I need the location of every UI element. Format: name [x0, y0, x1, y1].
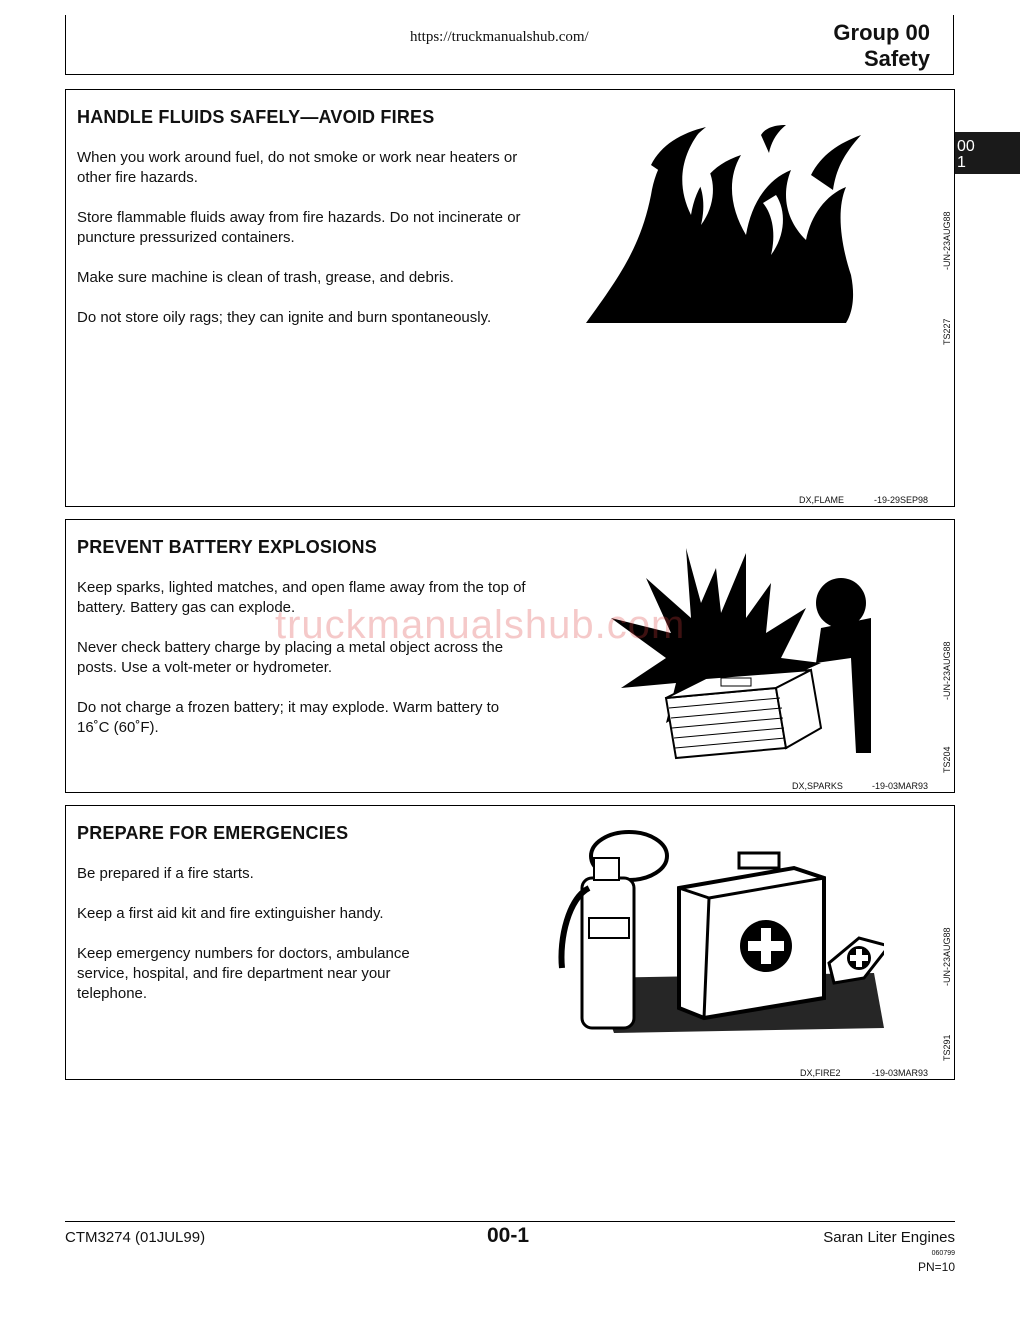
- illustration-code: -UN-23AUG88: [942, 927, 952, 986]
- illustration-number: TS291: [942, 1034, 952, 1061]
- group-title: Safety: [863, 46, 930, 71]
- reference-code: DX,FIRE2: [800, 1068, 841, 1078]
- paragraph: Keep emergency numbers for doctors, ambulance service, hospital, and fire department near your telephone.: [77, 945, 410, 1002]
- section-title: HANDLE FLUIDS SAFELY—AVOID FIRES: [77, 107, 435, 127]
- illustration-number: TS204: [942, 746, 952, 773]
- flame-icon: [581, 125, 881, 325]
- paragraph: Do not store oily rags; they can ignite and burn spontaneously.: [77, 309, 492, 326]
- paragraph: Never check battery charge by placing a metal object across the posts. Use a volt-meter or hydrometer.: [77, 639, 504, 676]
- reference-date: -19-29SEP98: [874, 495, 929, 505]
- group-label: Group 00: [833, 20, 930, 45]
- footer-divider: [65, 1221, 955, 1222]
- section-fluids: [65, 89, 955, 507]
- engine-name: Saran Liter Engines: [823, 1229, 955, 1246]
- source-url[interactable]: https://truckmanualshub.com/: [410, 29, 589, 45]
- reference-date: -19-03MAR93: [872, 781, 929, 791]
- section-tab: [955, 132, 1020, 174]
- explosion-icon: [606, 548, 876, 768]
- page-number: 00-1: [487, 1224, 530, 1247]
- paragraph: Keep sparks, lighted matches, and open flame away from the top of battery. Battery gas can explode.: [77, 579, 526, 616]
- first-aid-kit-icon: [554, 828, 884, 1033]
- reference-code: DX,FLAME: [799, 495, 845, 505]
- section-battery: [65, 519, 955, 793]
- pn-number: PN=10: [917, 1260, 955, 1274]
- paragraph: Do not charge a frozen battery; it may explode. Warm battery to 16˚C (60˚F).: [77, 699, 500, 736]
- section-emergencies: [65, 805, 955, 1080]
- illustration-code: -UN-23AUG88: [942, 211, 952, 270]
- paragraph: Store flammable fluids away from fire hazards. Do not incinerate or puncture pressurized containers.: [77, 209, 521, 246]
- illustration-number: TS227: [942, 318, 952, 345]
- section-title: PREPARE FOR EMERGENCIES: [77, 823, 349, 843]
- illustration-code: -UN-23AUG88: [942, 641, 952, 700]
- reference-date: -19-03MAR93: [872, 1068, 929, 1078]
- reference-code: DX,SPARKS: [792, 781, 843, 791]
- group-heading: [833, 20, 930, 72]
- section-title: PREVENT BATTERY EXPLOSIONS: [77, 537, 377, 557]
- paragraph: Keep a first aid kit and fire extinguisher handy.: [77, 905, 384, 922]
- paragraph: Make sure machine is clean of trash, grease, and debris.: [77, 269, 454, 286]
- paragraph: When you work around fuel, do not smoke or work near heaters or other fire hazards.: [77, 149, 518, 186]
- paragraph: Be prepared if a fire starts.: [77, 865, 254, 882]
- manual-id: CTM3274 (01JUL99): [65, 1229, 206, 1246]
- section-tab-line1: 00: [957, 138, 975, 155]
- section-tab-line2: 1: [957, 154, 966, 171]
- footer-code: 060799: [931, 1250, 955, 1257]
- watermark: truckmanualshub.com: [275, 603, 686, 647]
